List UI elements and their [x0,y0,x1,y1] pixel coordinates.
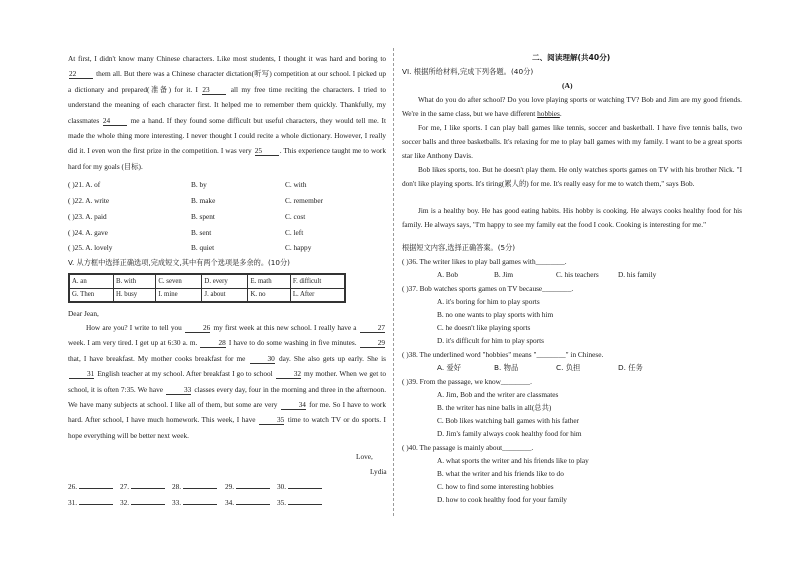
word-option: C. seven [156,275,202,289]
passage-a-label: (A) [562,81,573,90]
word-option: A. an [70,275,114,289]
text: all my free time reciting the characters. I tried to understand the meaning of each character first. It helped me to remember them quickly. Thankfully, my classmates [68,84,386,125]
letter-body [68,320,386,443]
word-option: I. mine [156,288,202,302]
text: that, I have breakfast. My mother cooks breakfast for me [68,353,246,363]
word-option: J. about [202,288,248,302]
text: my mother. When we get to school, it is often 7:35. We have [68,369,386,394]
text: time to watch TV or do sports. I hope everything will be better next week. [68,415,386,440]
q37-option: C. he doesn't like playing sports [437,323,531,332]
option-row-25 [68,243,112,252]
word-option: K. no [248,288,290,302]
q39-option: A. Jim, Bob and the writer are classmates [437,390,559,399]
passage-a-para-1: What do you do after school? Do you love playing sports or watching TV? Bob and Jim are my good friends. We're in the same class, but we have different hobbies. [402,95,742,119]
question-37: ( )37. Bob watches sports games on TV because________. [402,284,574,293]
answer-line-33 [172,498,217,507]
letter-greeting: Dear Jean, [68,309,99,318]
letter-closing: Love, [356,452,373,461]
text: English teacher at my school. After breakfast I go to school [97,369,273,379]
passage-a-para-3: Bob likes sports, too. But he doesn't play them. He only watches sports games on TV with his brother Nick. "I don't like playing sports. It's tiring(累人的) for me. It's really easy for me to watch them," says Bob. [402,165,742,189]
option-c: C. cost [285,212,306,221]
option-b: B. spent [191,212,215,221]
option-b: B. by [191,180,207,189]
cloze-passage [68,51,386,174]
blank-25: 25 [255,146,279,156]
section-6-heading: VI. 根据所给材料,完成下列各题。(40分) [402,67,534,76]
blank-27: 27 [360,323,385,333]
q38-option: C. 负担 [556,363,581,372]
answer-number: 28. [172,482,182,491]
q36-option: A. Bob [437,270,459,279]
option-a: ( )22. A. write [68,196,110,205]
q38-option: A. 爱好 [437,363,462,372]
word-box-row [70,288,345,302]
q39-option: D. Jim's family always cook healthy food for him [437,429,582,438]
text: me a hand. If they found some difficult but useful characters, they would tell me. It made the whole thing more interesting. I never thought I could recite a whole dictionary. However, I really did it. I even won the first prize in the competition. I was very [68,115,387,156]
option-row-23 [68,212,107,221]
answer-number: 30. [277,482,287,491]
option-a: ( )21. A. of [68,180,101,189]
underlined-word: hobbies [537,109,560,119]
answer-number: 33. [172,498,182,507]
blank-29: 29 [360,338,385,348]
text: What do you do after school? Do you love playing sports or watching TV? Bob and Jim are my good friends. We're in the same class, but we have different [402,95,742,119]
answer-line-31 [68,498,113,507]
text: . This experience taught me to work hard for my goals (目标). [68,146,386,171]
answer-number: 32. [120,498,130,507]
blank-34: 34 [281,400,306,410]
option-a: ( )23. A. paid [68,212,107,221]
answer-line-34 [225,498,270,507]
text: How are you? I write to tell you [86,323,182,332]
answer-number: 34. [225,498,235,507]
blank-32: 32 [276,369,301,379]
q37-option: B. no one wants to play sports with him [437,310,554,319]
option-b: B. sent [191,228,212,237]
text: At first, I didn't know many Chinese characters. Like most students, I thought it was hard and boring to [68,54,386,63]
answer-line-30 [277,482,322,491]
q40-option: B. what the writer and his friends like to do [437,469,564,478]
blank-26: 26 [185,323,210,333]
answer-line-28 [172,482,217,491]
text: classes every day, four in the morning and three in the afternoon. We have many subjects at school. I like all of them, but some are very [68,384,387,410]
option-b: B. quiet [191,243,215,252]
questions-instruction: 根据短文内容,选择正确答案。(5分) [402,243,516,252]
answer-line-32 [120,498,165,507]
option-c: C. remember [285,196,324,205]
word-option: F. difficult [290,275,344,289]
question-39: ( )39. From the passage, we know________. [402,377,532,386]
answer-number: 29. [225,482,235,491]
word-option: E. math [248,275,290,289]
word-box [68,273,346,303]
blank-33: 33 [166,385,191,395]
question-36: ( )36. The writer likes to play ball games with________. [402,257,567,266]
blank-35: 35 [259,415,284,425]
text: them all. But there was a Chinese character dictation(听写) competition at our school. I picked up a dictionary and prepared(准备) for it. I [68,69,386,94]
option-a: ( )24. A. gave [68,228,108,237]
blank-30: 30 [250,354,275,364]
section-5-heading: V. 从方框中选择正确选项,完成短文,其中有两个选项是多余的。(10分) [68,258,290,267]
word-box-row [70,275,345,289]
blank-23: 23 [202,85,226,95]
text: my first week at this new school. I really have a [213,323,357,332]
blank-22: 22 [69,69,93,79]
text: day. She also gets up early. She is [278,353,387,363]
option-row-24 [68,228,108,237]
word-option: H. busy [114,288,156,302]
text: I have to do some washing in five minutes. [228,338,357,348]
answer-number: 35. [277,498,287,507]
passage-a-para-2: For me, I like sports. I can play ball games like tennis, soccer and basketball. I have five tennis balls, two soccer balls and three basketballs. It's relaxing for me to play ball games with my family. I want to be a great sports star like Anthony Davis. [402,123,742,161]
option-row-22 [68,196,109,205]
q36-option: D. his family [618,270,657,279]
answer-number: 27. [120,482,130,491]
q39-option: B. the writer has nine balls in all(总共) [437,403,552,412]
q36-option: B. Jim [494,270,514,279]
option-b: B. make [191,196,216,205]
blank-31: 31 [69,369,94,379]
answer-line-35 [277,498,322,507]
answer-line-26 [68,482,113,491]
column-divider [393,48,394,516]
part-heading: 二、阅读理解(共40分) [532,53,611,62]
word-option: B. with [114,275,156,289]
q38-option: B. 物品 [494,363,519,372]
text: week. I am very tired. I get up at 6:30 a. m. [68,338,198,348]
answer-line-27 [120,482,165,491]
passage-a-para-4: Jim is a healthy boy. He has good eating habits. His hobby is cooking. He always cooks healthy food for his family. He always says, "I'm happy to see my family eat the food I cook. Cooking is interesting for me." [402,206,742,230]
letter-signature: Lydia [370,467,387,476]
q36-option: C. his teachers [556,270,599,279]
q40-option: A. what sports the writer and his friends like to play [437,456,589,465]
option-a: ( )25. A. lovely [68,243,113,252]
answer-number: 26. [68,482,78,491]
word-option: L. After [290,288,344,302]
q39-option: C. Bob likes watching ball games with his father [437,416,580,425]
question-38: ( )38. The underlined word "hobbies" means "________" in Chinese. [402,350,604,359]
blank-28: 28 [200,338,225,348]
answer-number: 31. [68,498,78,507]
q37-option: D. it's difficult for him to play sports [437,336,544,345]
q40-option: D. how to cook healthy food for your family [437,495,567,504]
question-40: ( )40. The passage is mainly about________. [402,443,534,452]
text: for me. So I have to work hard. After school, I have much homework. This week, I have [68,400,387,425]
word-option: D. every [202,275,248,289]
blank-24: 24 [103,116,127,126]
answer-line-29 [225,482,270,491]
word-option: G. Then [70,288,114,302]
option-row-21 [68,180,100,189]
q40-option: C. how to find some interesting hobbies [437,482,554,491]
q38-option: D. 任务 [618,363,643,372]
option-c: C. left [285,228,304,237]
q37-option: A. it's boring for him to play sports [437,297,540,306]
option-c: C. happy [285,243,312,252]
option-c: C. with [285,180,307,189]
